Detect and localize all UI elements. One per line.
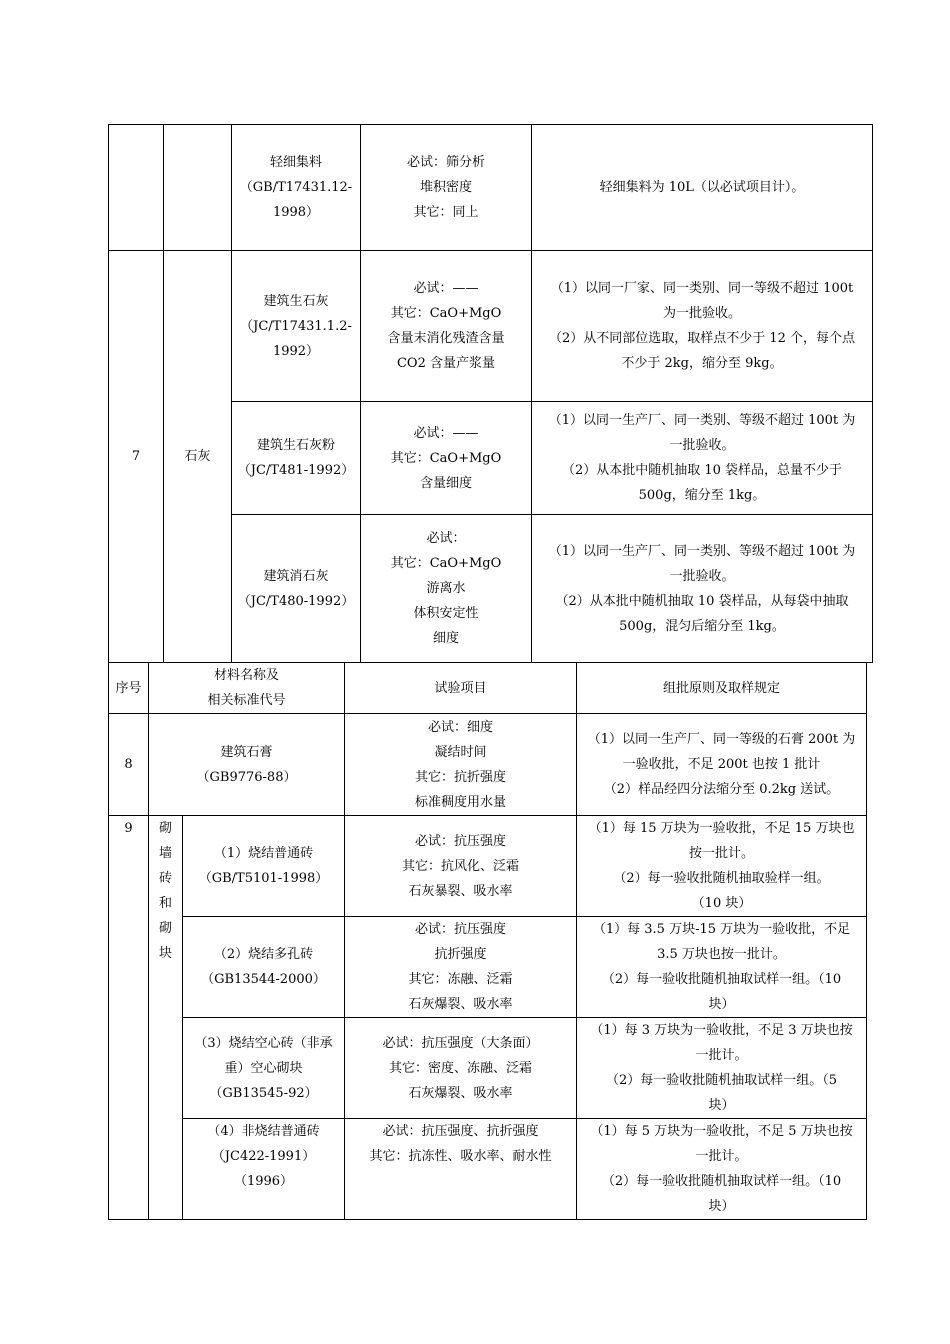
header-tests: 试验项目: [345, 663, 577, 714]
material-name-cell: （3）烧结空心砖（非承 重）空心砌块 （GB13545-92）: [183, 1018, 345, 1119]
table-row: [109, 917, 867, 1018]
table-row: [109, 125, 873, 251]
seq-number: 8: [109, 714, 149, 816]
category-cell: [164, 125, 232, 251]
test-items-cell: 必试：抗压强度 其它：抗风化、泛霜 石灰暴裂、吸水率: [345, 816, 577, 917]
material-name-cell: （4）非烧结普通砖 （JC422-1991） （1996）: [183, 1119, 345, 1220]
test-items-cell: 必试：筛分析 堆积密度 其它：同上: [361, 125, 532, 251]
sampling-rule-cell: （1）每 15 万块为一验收批，不足 15 万块也 按一批计。 （2）每一验收批随机抽取验样一组。 （10 块）: [577, 816, 867, 917]
test-items-cell: 必试：—— 其它：CaO+MgO 含量细度: [361, 402, 532, 515]
material-name-cell: （1）烧结普通砖 （GB/T5101-1998）: [183, 816, 345, 917]
sampling-rule-cell: （1）以同一生产厂、同一等级的石膏 200t 为 一验收批，不足 200t 也按 1 批计 （2）样品经四分法缩分至 0.2kg 送试。: [577, 714, 867, 816]
test-items-cell: 必试：—— 其它：CaO+MgO 含量末消化残渣含量 CO2 含量产浆量: [361, 251, 532, 402]
seq-number: 7: [109, 251, 164, 663]
table-row: [109, 251, 873, 402]
material-name-cell: 轻细集料 （GB/T17431.12- 1998）: [232, 125, 361, 251]
material-name-cell: 建筑生石灰 （JC/T17431.1.2- 1992）: [232, 251, 361, 402]
seq-cell: [109, 125, 164, 251]
sampling-rule-cell: （1）以同一生产厂、同一类别、等级不超过 100t 为 一批验收。 （2）从本批中随机抽取 10 袋样品，从每袋中抽取 500g，混匀后缩分至 1kg。: [532, 515, 873, 663]
header-seq: 序号: [109, 663, 149, 714]
sampling-rule-cell: （1）每 3 万块为一验收批，不足 3 万块也按 一批计。 （2）每一验收批随机抽取试样一组。（5 块）: [577, 1018, 867, 1119]
test-items-cell: 必试： 其它：CaO+MgO 游离水 体积安定性 细度: [361, 515, 532, 663]
table-row: [109, 1119, 867, 1220]
sampling-rule-cell: （1）每 3.5 万块-15 万块为一验收批，不足 3.5 万块也按一批计。 （2）每一验收批随机抽取试样一组。（10 块）: [577, 917, 867, 1018]
materials-table: [108, 662, 867, 1220]
category-cell: 砌 墙 砖 和 砌 块: [149, 816, 183, 1220]
seq-number: 9: [109, 816, 149, 1220]
header-rule: 组批原则及取样规定: [577, 663, 867, 714]
material-name-cell: 建筑消石灰 （JC/T480-1992）: [232, 515, 361, 663]
sampling-rule-cell: 轻细集料为 10L（以必试项目计）。: [532, 125, 873, 251]
material-name-cell: 建筑生石灰粉 （JC/T481-1992）: [232, 402, 361, 515]
sampling-rule-cell: （1）以同一生产厂、同一类别、等级不超过 100t 为 一批验收。 （2）从本批中随机抽取 10 袋样品，总量不少于 500g，缩分至 1kg。: [532, 402, 873, 515]
table-row: [109, 1018, 867, 1119]
material-name-cell: 建筑石膏 （GB9776-88）: [149, 714, 345, 816]
header-material: 材料名称及 相关标准代号: [149, 663, 345, 714]
category-cell: 石灰: [164, 251, 232, 663]
test-items-cell: 必试：抗压强度、抗折强度 其它：抗冻性、吸水率、耐水性: [345, 1119, 577, 1220]
test-items-cell: 必试：抗压强度（大条面） 其它：密度、冻融、泛霜 石灰爆裂、吸水率: [345, 1018, 577, 1119]
sampling-rule-cell: （1）以同一厂家、同一类别、同一等级不超过 100t 为一批验收。 （2）从不同部位选取，取样点不少于 12 个，每个点 不少于 2kg，缩分至 9kg。: [532, 251, 873, 402]
materials-table-continued: [108, 124, 873, 663]
sampling-rule-cell: （1）每 5 万块为一验收批，不足 5 万块也按 一批计。 （2）每一验收批随机抽取试样一组。（10 块）: [577, 1119, 867, 1220]
material-name-cell: （2）烧结多孔砖 （GB13544-2000）: [183, 917, 345, 1018]
table-row: [109, 714, 867, 816]
test-items-cell: 必试：细度 凝结时间 其它：抗折强度 标准稠度用水量: [345, 714, 577, 816]
table-row: [109, 816, 867, 917]
test-items-cell: 必试：抗压强度 抗折强度 其它：冻融、泛霜 石灰爆裂、吸水率: [345, 917, 577, 1018]
table-header-row: [109, 663, 867, 714]
